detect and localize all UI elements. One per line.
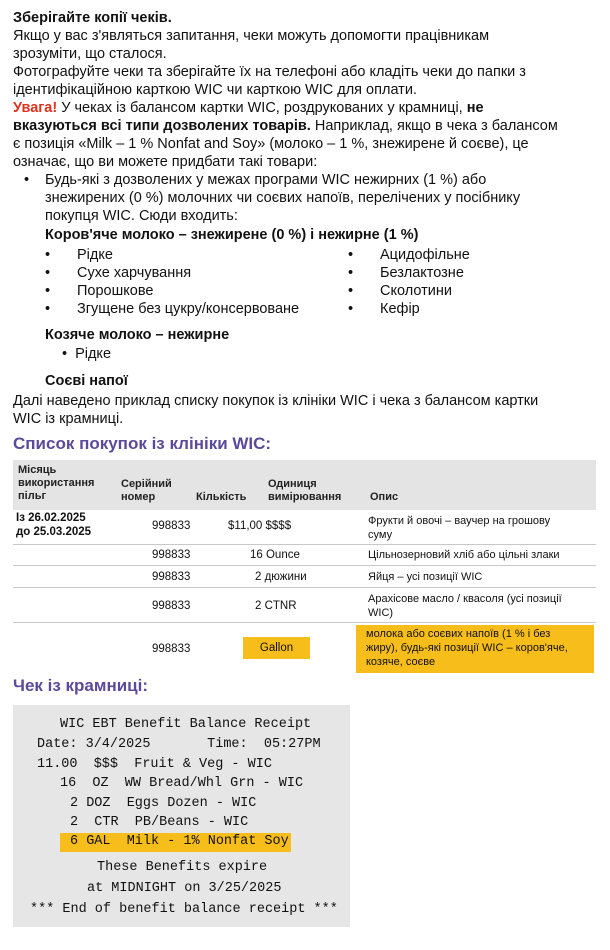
cell-serial: 998833 [152, 643, 191, 655]
list-item: • Кефір [348, 301, 420, 317]
cell-qty-unit: 16 Ounce [250, 549, 300, 561]
header-desc: Опис [370, 491, 399, 503]
cell-serial: 998833 [152, 549, 191, 561]
warning-line: означає, що ви можете придбати такі товари: [13, 154, 318, 170]
warning-label: Увага! [13, 100, 58, 116]
intro-line: Фотографуйте чеки та зберігайте їх на телефоні або кладіть чеки до папки з [13, 64, 526, 80]
intro-line: Якщо у вас з'являться запитання, чеки можуть допомогти працівникам [13, 28, 490, 44]
list-item: • Сухе харчування [45, 265, 192, 281]
cell-desc: молока або соєвих напоїв (1 % і без жиру), будь-які позиції WIC – коров'яче, козяче, соєве [356, 625, 594, 673]
bullet-dot: • [24, 172, 30, 188]
cell-desc: Яйця – усі позиції WIC [368, 571, 483, 583]
header-serial: Серійний номер [121, 478, 172, 503]
body-line: WIC із крамниці. [13, 411, 124, 427]
receipt-line: 11.00 $$$ Fruit & Veg - WIC [37, 757, 272, 772]
cell-desc: Фрукти й овочі – ваучер на грошову суму [368, 515, 551, 541]
warning-line: є позиція «Milk – 1 % Nonfat and Soy» (молоко – 1 %, знежирене й соєве), це [13, 136, 529, 152]
list-item: • Ацидофільне [348, 247, 470, 263]
header-unit: Одиниця вимірювання [268, 478, 342, 503]
list-item: • Порошкове [45, 283, 154, 299]
bullet-line: покупця WIC. Сюди входить: [45, 208, 238, 224]
receipt-line: 2 CTR PB/Beans - WIC [70, 815, 249, 830]
receipt-line: at MIDNIGHT on 3/25/2025 [87, 881, 282, 896]
cow-milk-heading: Коров'яче молоко – знежирене (0 %) і нежирне (1 %) [45, 227, 419, 243]
row-divider [13, 544, 596, 545]
cell-qty-unit: Gallon [243, 637, 310, 659]
list-item: • Сколотини [348, 283, 452, 299]
cell-desc: Арахісове масло / квасоля (усі позиції WIC) [368, 593, 562, 619]
bullet-line: Будь-які з дозволених у межах програми WIC нежирних (1 %) або [45, 172, 487, 188]
warning-line: Увага! У чеках із балансом картки WIC, роздрукованих у крамниці, не [13, 100, 484, 116]
receipt-line: *** End of benefit balance receipt *** [30, 902, 338, 917]
cell-serial: 998833 [152, 571, 191, 583]
cell-qty-unit: 2 CTNR [255, 600, 297, 612]
receipt-line: Date: 3/4/2025 Time: 05:27PM [37, 737, 321, 752]
intro-line: зрозуміти, що сталося. [13, 46, 167, 62]
list-item: • Безлактозне [348, 265, 464, 281]
receipt-line: 6 GAL Milk - 1% Nonfat Soy [70, 834, 289, 849]
clinic-list-title: Список покупок із клініки WIC: [13, 434, 272, 453]
list-item: • Згущене без цукру/консервоване [45, 301, 300, 317]
row-divider [13, 622, 596, 623]
body-line: Далі наведено приклад списку покупок із клініки WIC і чека з балансом картки [13, 393, 539, 409]
header-qty: Кількість [196, 491, 247, 503]
receipt-line: These Benefits expire [97, 860, 268, 875]
cell-qty-unit: $11,00 $$$$ [228, 520, 292, 532]
period-value: Із 26.02.2025 до 25.03.2025 [16, 512, 92, 538]
goat-milk-heading: Козяче молоко – нежирне [45, 327, 230, 343]
list-item: • Рідке [62, 346, 112, 362]
list-item: • Рідке [45, 247, 113, 263]
cell-serial: 998833 [152, 520, 191, 532]
soy-heading: Соєві напої [45, 373, 128, 389]
intro-line: ідентифікаційною карткою WIC чи карткою WIC для оплати. [13, 82, 417, 98]
cell-qty-unit: 2 дюжини [255, 571, 307, 583]
receipt-line: WIC EBT Benefit Balance Receipt [60, 717, 312, 732]
row-divider [13, 565, 596, 566]
receipt-line: 16 OZ WW Bread/Whl Grn - WIC [60, 776, 304, 791]
bullet-line: знежирених (0 %) молочних чи соєвих напоїв, перелічених у посібнику [45, 190, 521, 206]
store-receipt-title: Чек із крамниці: [13, 676, 149, 695]
intro-heading: Зберігайте копії чеків. [13, 10, 172, 26]
warning-line: вказуються всі типи дозволених товарів. Наприклад, якщо в чека з балансом [13, 118, 558, 134]
header-period: Місяць використання пільг [18, 464, 95, 502]
cell-desc: Цільнозерновий хліб або цільні злаки [368, 549, 560, 561]
receipt-line: 2 DOZ Eggs Dozen - WIC [70, 796, 257, 811]
row-divider [13, 587, 596, 588]
cell-serial: 998833 [152, 600, 191, 612]
